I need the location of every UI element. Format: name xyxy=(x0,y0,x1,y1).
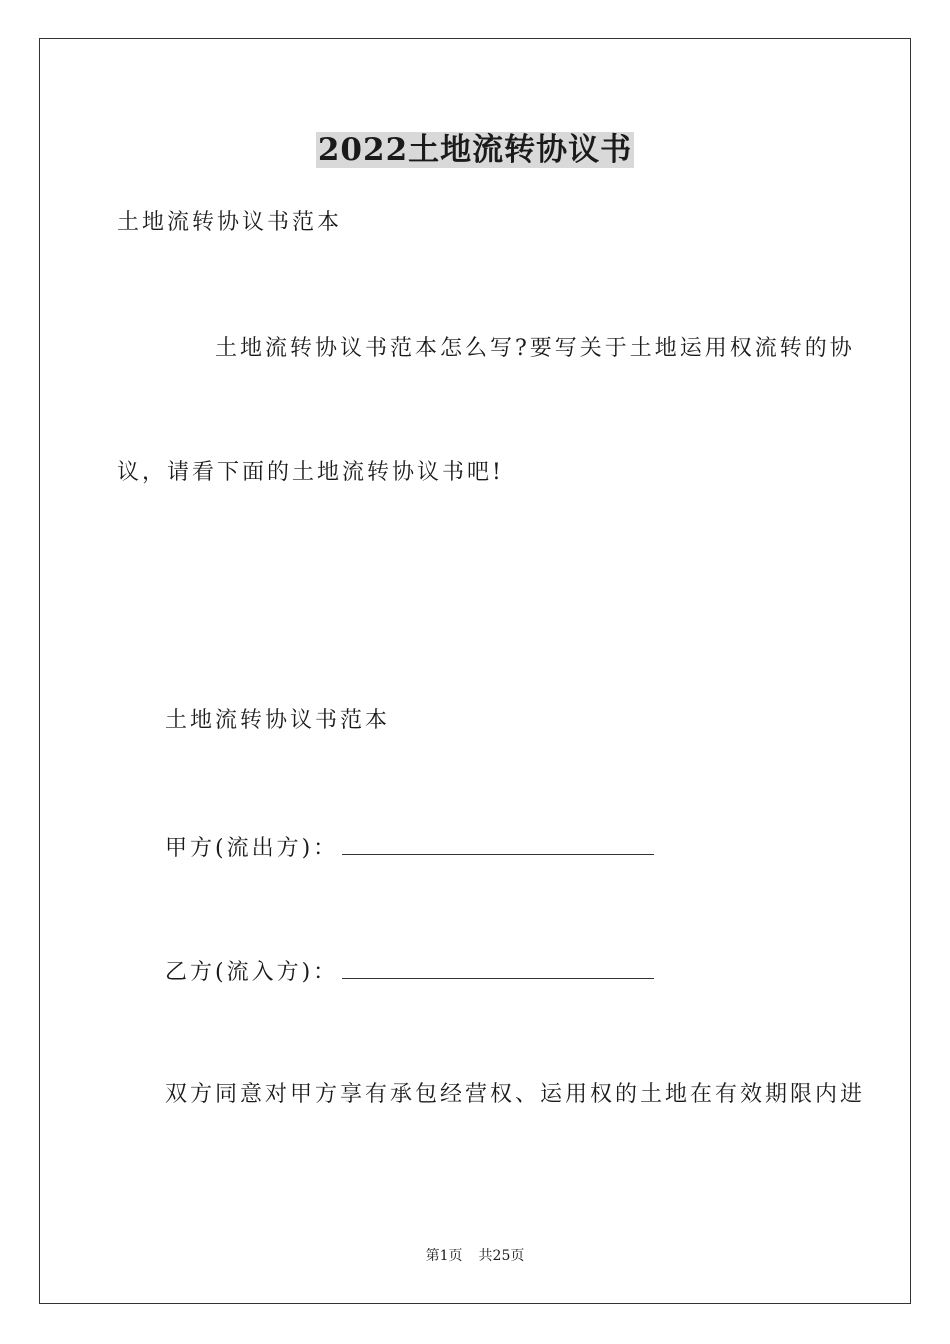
page-number-current: 第1页 xyxy=(425,1248,463,1264)
party-b-label: 乙方(流入方)： xyxy=(165,960,339,985)
page-footer xyxy=(0,1246,950,1266)
document-title-text: 2022土地流转协议书 xyxy=(317,132,633,168)
template-heading: 土地流转协议书范本 xyxy=(165,708,391,733)
document-subtitle: 土地流转协议书范本 xyxy=(117,210,343,235)
party-b-line xyxy=(165,956,654,988)
party-a-label: 甲方(流出方)： xyxy=(165,836,339,861)
agreement-paragraph-line: 双方同意对甲方享有承包经营权、运用权的土地在有效期限内进 xyxy=(165,1082,866,1107)
document-title xyxy=(0,128,950,172)
intro-paragraph-line-1: 土地流转协议书范本怎么写?要写关于土地运用权流转的协 xyxy=(215,336,855,361)
page-number-total: 共25页 xyxy=(478,1248,525,1264)
party-b-blank-field[interactable] xyxy=(342,956,654,979)
intro-paragraph-line-2: 议，请看下面的土地流转协议书吧! xyxy=(117,460,504,485)
party-a-blank-field[interactable] xyxy=(342,832,654,855)
party-a-line xyxy=(165,832,654,864)
